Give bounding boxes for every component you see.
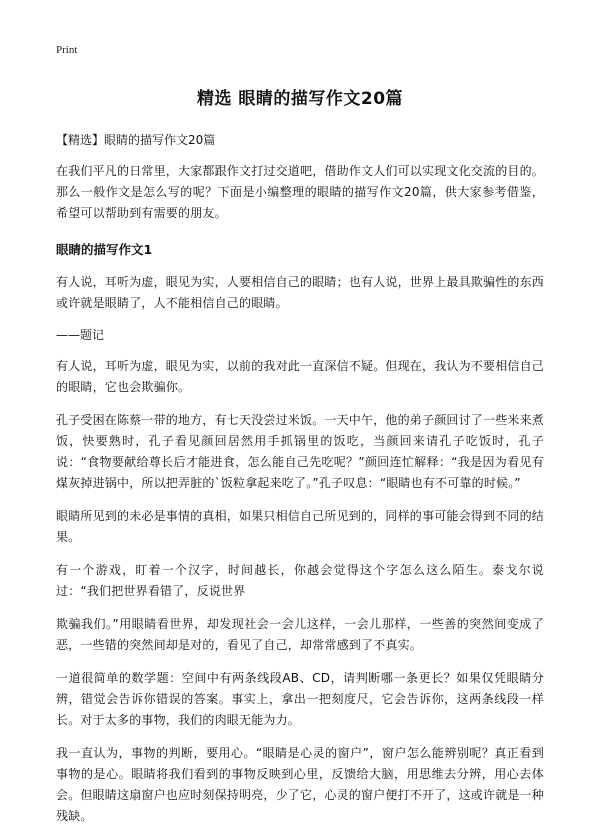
print-link[interactable]: Print — [56, 44, 78, 56]
document-tag-line: 【精选】眼睛的描写作文20篇 — [56, 133, 216, 147]
body-paragraph: 有人说，耳听为虚，眼见为实，人要相信自己的眼睛；也有人说，世界上最具欺骗性的东西或许就是眼睛了，人不能相信自己的眼睛。 — [56, 275, 545, 310]
body-paragraph: 孔子受困在陈蔡一带的地方，有七天没尝过米饭。一天中午，他的弟子颜回讨了一些米来煮饭，快要熟时，孔子看见颜回居然用手抓锅里的饭吃，当颜回来请孔子吃饭时，孔子说：“食物要献给尊长后才能进食，怎么能自己先吃呢？”颜回连忙解释：“我是因为看见有煤灰掉进锅中，所以把弄脏的`饭粒拿起来吃了。”孔子叹息：“眼睛也有不可靠的时候。” — [56, 413, 545, 490]
body-paragraph: 欺骗我们。”用眼睛看世界，却发现社会一会儿这样，一会儿那样，一些善的突然间变成了恶，一些错的突然间却是对的，看见了自己，却常常感到了不真实。 — [56, 617, 544, 652]
body-paragraph: 眼睛所见到的未必是事情的真相，如果只相信自己所见到的，同样的事可能会得到不同的结果。 — [56, 509, 545, 544]
document-title: 精选 眼睛的描写作文20篇 — [196, 89, 404, 109]
body-paragraph: 有人说，耳听为虚，眼见为实，以前的我对此一直深信不疑。但现在，我认为不要相信自己的眼睛，它也会欺骗你。 — [56, 359, 545, 394]
body-paragraph: 有一个游戏，盯着一个汉字，时间越长，你越会觉得这个字怎么这么陌生。泰戈尔说过：“我们把世界看错了，反说世界 — [56, 563, 544, 598]
intro-paragraph: 在我们平凡的日常里，大家都跟作文打过交道吧，借助作文人们可以实现文化交流的目的。那么一般作文是怎么写的呢？下面是小编整理的眼睛的描写作文20篇，供大家参考借鉴，希望可以帮助到有需要的朋友。 — [56, 164, 545, 220]
body-paragraph: 一道很简单的数学题：空间中有两条线段AB、CD，请判断哪一条更长？如果仅凭眼睛分辨，错觉会告诉你错误的答案。事实上，拿出一把刻度尺，它会告诉你，这两条线段一样长。对于太多的事物，我们的肉眼无能为力。 — [56, 671, 544, 727]
section-heading: 眼睛的描写作文1 — [56, 242, 153, 257]
body-paragraph: 我一直认为，事物的判断，要用心。“眼睛是心灵的窗户”，窗户怎么能辨别呢？真正看到事物的是心。眼睛将我们看到的事物反映到心里，反馈给大脑，用思维去分辨，用心去体会。但眼睛这扇窗户也应时刻保持明亮，少了它，心灵的窗户便打不开了，这或许就是一种残缺。 — [56, 746, 545, 823]
epigraph-signature: ——题记 — [56, 328, 105, 342]
